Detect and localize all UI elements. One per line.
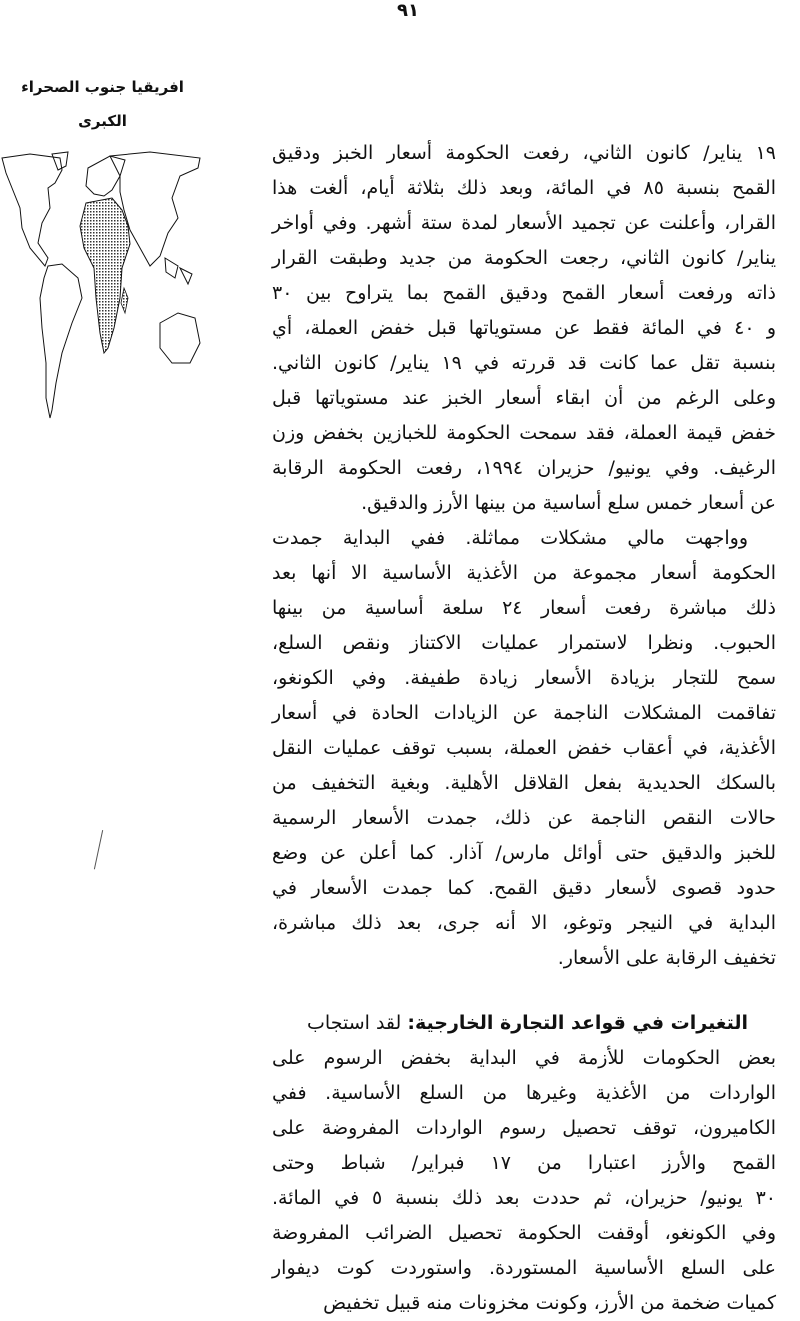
text-line — [272, 276, 776, 311]
text-line — [272, 1146, 776, 1181]
text-line-content: بالسكك الحديدية بفعل القلاقل الأهلية. وبغية التخفيف من — [272, 772, 776, 794]
text-line-content: ذلك مباشرة رفعت أسعار ٢٤ سلعة أساسية من بينها — [272, 597, 776, 619]
section-heading-line — [272, 1006, 776, 1041]
sidebar-caption-line-2: الكبرى — [78, 112, 127, 130]
text-line-content: الحبوب. ونظرا لاستمرار عمليات الاكتناز ونقص السلع، — [272, 632, 776, 654]
text-line-content: سمح للتجار بزيادة الأسعار زيادة طفيفة. وفي الكونغو، — [272, 667, 776, 689]
section-heading-rest: لقد استجاب — [307, 1012, 402, 1034]
margin-mark — [94, 830, 106, 870]
text-line — [272, 661, 776, 696]
text-line — [272, 311, 776, 346]
text-line-content: القرار، وأعلنت عن تجميد الأسعار لمدة ستة أشهر. وفي أواخر — [272, 212, 776, 234]
text-line-content: الحكومة أسعار مجموعة من الأغذية الأساسية الا أنها بعد — [272, 562, 776, 584]
text-line — [272, 556, 776, 591]
text-line-content: على السلع الأساسية المستوردة. واستوردت كوت ديفوار — [272, 1257, 776, 1279]
text-line — [272, 136, 776, 171]
text-line — [272, 626, 776, 661]
text-line-content: بنسبة تقل عما كانت قد قررته في ١٩ يناير/ كانون الثاني. — [272, 352, 776, 374]
text-line — [272, 801, 776, 836]
text-line — [272, 346, 776, 381]
text-line — [272, 1111, 776, 1146]
text-line — [272, 836, 776, 871]
text-line-content: القمح والأرز اعتبارا من ١٧ فبراير/ شباط وحتى — [272, 1152, 776, 1174]
text-line-content: ذاته ورفعت أسعار القمح ودقيق القمح بما يتراوح بين ٣٠ — [272, 282, 776, 304]
text-line-content: خفض قيمة العملة، فقد سمحت الحكومة للخبازين بخفض وزن — [272, 422, 776, 444]
text-line — [272, 1076, 776, 1111]
text-line-content: حدود قصوى لأسعار دقيق القمح. كما جمدت الأسعار في — [272, 877, 776, 899]
text-line-content: وواجهت مالي مشكلات مماثلة. ففي البداية جمدت — [272, 527, 748, 549]
text-line-content: حالات النقص الناجمة عن ذلك، جمدت الأسعار الرسمية — [272, 807, 776, 829]
text-line-content: ٣٠ يونيو/ حزيران، ثم حددت بعد ذلك بنسبة ٥ في المائة. — [272, 1187, 777, 1209]
text-line-content: و ٤٠ في المائة فقط عن مستوياتها قبل خفض العملة، أي — [272, 317, 776, 339]
text-line — [272, 941, 776, 976]
text-line-content: للخبز والدقيق حتى أوائل مارس/ آذار. كما أعلن عن وضع — [272, 842, 776, 864]
sidebar-caption-line-1: افريقيا جنوب الصحراء — [21, 78, 184, 96]
europe-shape — [86, 156, 125, 196]
text-line-content: يناير/ كانون الثاني، رجعت الحكومة من جديد وطبقت القرار — [272, 247, 776, 269]
text-line — [272, 171, 776, 206]
text-line — [272, 1041, 776, 1076]
text-line — [272, 416, 776, 451]
text-line-content: الكاميرون، توقف تحصيل رسوم الواردات المفروضة على — [272, 1117, 776, 1139]
world-map-icon — [0, 148, 205, 423]
north-america-shape — [2, 154, 62, 266]
text-line — [272, 521, 776, 556]
text-line — [272, 591, 776, 626]
text-line — [272, 1181, 776, 1216]
text-line-content: كميات ضخمة من الأرز، وكونت مخزونات منه قبيل تخفيض — [323, 1292, 776, 1314]
text-line — [272, 1251, 776, 1286]
text-line-content: تفاقمت المشكلات الناجمة عن الزيادات الحادة في أسعار — [272, 702, 776, 724]
text-line-content: وعلى الرغم من أن ابقاء أسعار الخبز عند مستوياتها قبل — [272, 387, 776, 409]
text-line-content: بعض الحكومات للأزمة في البداية بخفض الرسوم على — [272, 1047, 776, 1069]
text-line-content: الرغيف. وفي يونيو/ حزيران ١٩٩٤، رفعت الحكومة الرقابة — [272, 457, 776, 479]
text-line-content: الواردات من الأغذية وغيرها من السلع الأساسية. ففي — [272, 1082, 776, 1104]
page-number: ٩١ — [397, 0, 419, 21]
text-line — [272, 1216, 776, 1251]
text-line — [272, 206, 776, 241]
text-line-content: وفي الكونغو، أوقفت الحكومة تحصيل الضرائب المفروضة — [272, 1222, 776, 1244]
south-america-shape — [40, 264, 82, 418]
section-heading: التغيرات في قواعد التجارة الخارجية: — [407, 1012, 748, 1034]
text-line — [272, 381, 776, 416]
text-line-content: الأغذية، في أعقاب خفض العملة، بسبب توقف عمليات النقل — [272, 737, 776, 759]
text-line-content: القمح بنسبة ٨٥ في المائة، وبعد ذلك بثلاثة أيام، ألغت هذا — [272, 177, 776, 199]
text-line — [272, 731, 776, 766]
text-line — [272, 486, 776, 521]
text-line-content: ١٩ يناير/ كانون الثاني، رفعت الحكومة أسعار الخبز ودقيق — [272, 142, 776, 164]
text-line — [272, 766, 776, 801]
text-line — [272, 241, 776, 276]
africa-shape — [80, 198, 130, 353]
australia-shape — [160, 313, 200, 363]
text-line — [272, 1286, 776, 1321]
text-line-content: عن أسعار خمس سلع أساسية من بينها الأرز والدقيق. — [361, 492, 776, 514]
text-line — [272, 696, 776, 731]
text-line — [272, 906, 776, 941]
text-line-content: البداية في النيجر وتوغو، الا أنه جرى، بعد ذلك مباشرة، — [272, 912, 776, 934]
text-line — [272, 871, 776, 906]
text-line — [272, 451, 776, 486]
text-line-content: تخفيف الرقابة على الأسعار. — [557, 947, 776, 969]
